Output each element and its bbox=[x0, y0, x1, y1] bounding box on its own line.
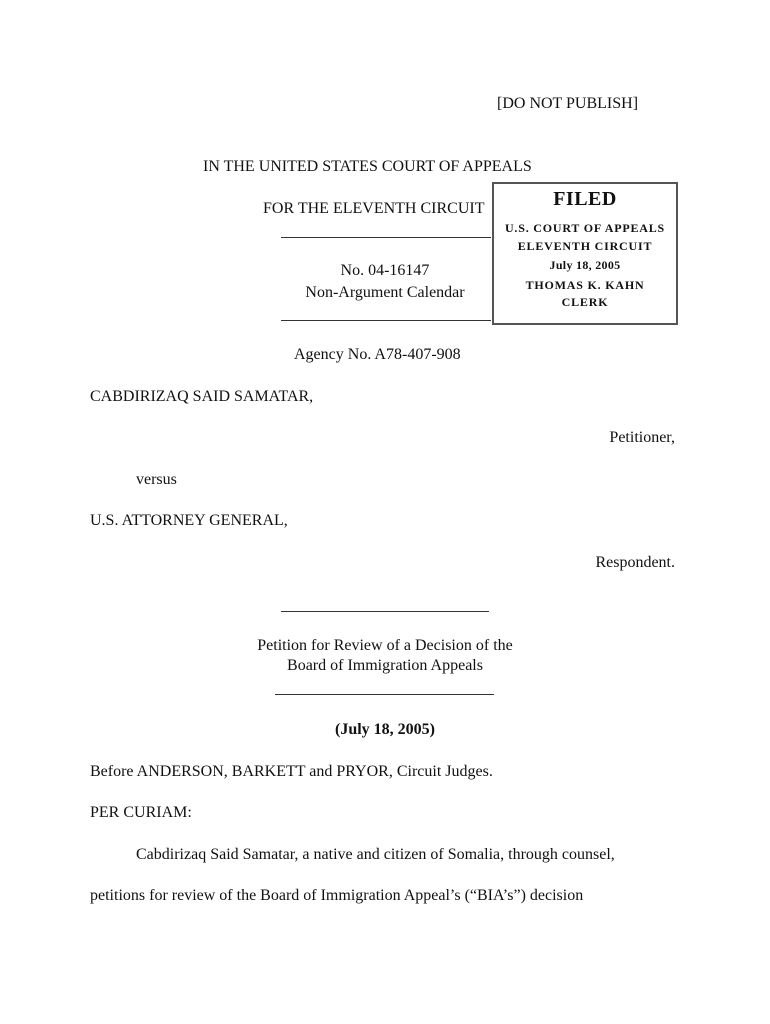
divider-rule bbox=[281, 320, 491, 321]
respondent-role: Respondent. bbox=[595, 554, 675, 571]
decision-date: (July 18, 2005) bbox=[335, 721, 435, 738]
stamp-title: FILED bbox=[553, 188, 617, 210]
stamp-clerk-name: THOMAS K. KAHN bbox=[525, 278, 645, 292]
stamp-court: U.S. COURT OF APPEALS bbox=[504, 221, 666, 235]
court-name: IN THE UNITED STATES COURT OF APPEALS bbox=[203, 158, 532, 175]
circuit-name: FOR THE ELEVENTH CIRCUIT bbox=[263, 200, 485, 217]
divider-rule bbox=[281, 237, 491, 238]
case-number: No. 04-16147 bbox=[340, 262, 430, 279]
petition-title-line2: Board of Immigration Appeals bbox=[287, 657, 483, 674]
per-curiam-heading: PER CURIAM: bbox=[90, 804, 192, 821]
agency-number: Agency No. A78-407-908 bbox=[294, 346, 461, 363]
petitioner-name: CABDIRIZAQ SAID SAMATAR, bbox=[90, 388, 314, 405]
judges-line: Before ANDERSON, BARKETT and PRYOR, Circuit Judges. bbox=[90, 763, 493, 780]
calendar-type: Non-Argument Calendar bbox=[305, 284, 465, 301]
opinion-paragraph-line: Cabdirizaq Said Samatar, a native and citizen of Somalia, through counsel, bbox=[136, 846, 615, 863]
stamp-circuit: ELEVENTH CIRCUIT bbox=[517, 239, 653, 253]
divider-rule bbox=[281, 611, 489, 612]
stamp-clerk-title: CLERK bbox=[561, 295, 609, 309]
stamp-date: July 18, 2005 bbox=[549, 258, 621, 272]
petition-title-line1: Petition for Review of a Decision of the bbox=[257, 637, 513, 654]
petitioner-role: Petitioner, bbox=[609, 429, 675, 446]
opinion-paragraph-line: petitions for review of the Board of Immigration Appeal’s (“BIA’s”) decision bbox=[90, 887, 584, 904]
divider-rule bbox=[275, 694, 494, 695]
publish-notice: [DO NOT PUBLISH] bbox=[497, 95, 639, 112]
respondent-name: U.S. ATTORNEY GENERAL, bbox=[90, 512, 288, 529]
versus-label: versus bbox=[136, 471, 177, 488]
filed-stamp bbox=[492, 182, 678, 325]
